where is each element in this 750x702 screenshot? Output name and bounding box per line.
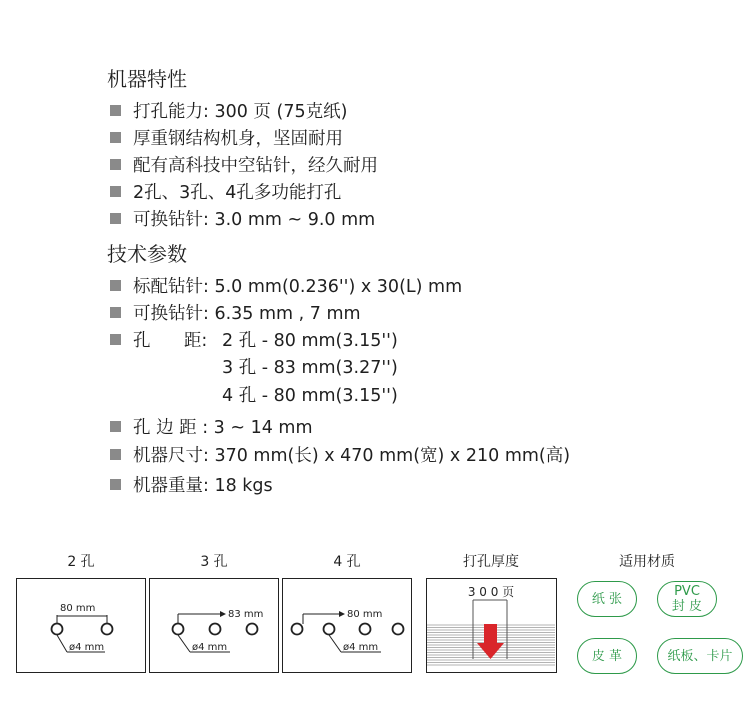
paper-stack-drawing	[427, 579, 555, 671]
thickness-pages: 3 0 0 页	[467, 585, 515, 599]
feature-item: 可换钻针: 3.0 mm ~ 9.0 mm	[110, 209, 375, 231]
bullet-square-icon	[110, 186, 121, 197]
three-hole-drawing	[150, 579, 277, 671]
feature-item: 2孔、3孔、4孔多功能打孔	[110, 182, 341, 204]
bullet-square-icon	[110, 479, 121, 490]
hole-circle-icon	[102, 624, 113, 635]
thickness-diagram	[426, 578, 557, 673]
hole-circle-icon	[324, 624, 335, 635]
bullet-square-icon	[110, 449, 121, 460]
hole-circle-icon	[292, 624, 303, 635]
feature-item: 配有高科技中空钻针，经久耐用	[110, 155, 378, 177]
bullet-square-icon	[110, 334, 121, 345]
bullet-square-icon	[110, 280, 121, 291]
feature-item: 打孔能力: 300 页 (75克纸)	[110, 101, 347, 123]
hole-circle-icon	[210, 624, 221, 635]
bullet-square-icon	[110, 213, 121, 224]
hole-spacing-line: 2 孔 - 80 mm(3.15'')	[222, 331, 398, 351]
material-paper-badge: 纸 张	[577, 581, 637, 617]
hole-circle-icon	[247, 624, 258, 635]
hole-circle-icon	[173, 624, 184, 635]
spec-hole-spacing: 孔 距:	[110, 330, 207, 352]
spec-weight: 机器重量: 18 kgs	[110, 475, 273, 497]
spec-alt-drill: 可换钻针: 6.35 mm , 7 mm	[110, 303, 361, 325]
four-hole-diagram	[282, 578, 412, 673]
four-hole-diameter: ø4 mm	[343, 642, 379, 653]
bullet-square-icon	[110, 132, 121, 143]
materials-label: 适用材质	[619, 554, 675, 570]
spec-dimensions: 机器尺寸: 370 mm(长) x 470 mm(宽) x 210 mm(高)	[110, 445, 570, 467]
spec-std-drill: 标配钻针: 5.0 mm(0.236'') x 30(L) mm	[110, 276, 462, 298]
two-hole-drawing	[17, 579, 144, 671]
material-pvc-badge: PVC 封 皮	[657, 581, 717, 617]
hole-circle-icon	[52, 624, 63, 635]
hole-circle-icon	[393, 624, 404, 635]
bullet-square-icon	[110, 105, 121, 116]
specs-title: 技术参数	[107, 242, 187, 266]
two-hole-diagram	[16, 578, 146, 673]
two-hole-label: 2 孔	[67, 554, 95, 570]
down-arrow-icon	[477, 624, 504, 659]
three-hole-diameter: ø4 mm	[192, 642, 228, 653]
hole-circle-icon	[360, 624, 371, 635]
hole-spacing-line: 3 孔 - 83 mm(3.27'')	[222, 358, 398, 378]
three-hole-diagram	[149, 578, 279, 673]
four-hole-spacing: 80 mm	[347, 609, 383, 620]
bullet-square-icon	[110, 307, 121, 318]
four-hole-label: 4 孔	[333, 554, 361, 570]
three-hole-label: 3 孔	[200, 554, 228, 570]
three-hole-spacing: 83 mm	[228, 609, 264, 620]
bullet-square-icon	[110, 159, 121, 170]
two-hole-diameter: ø4 mm	[69, 642, 105, 653]
hole-spacing-line: 4 孔 - 80 mm(3.15'')	[222, 386, 398, 406]
feature-item: 厚重钢结构机身，坚固耐用	[110, 128, 343, 150]
thickness-label: 打孔厚度	[463, 554, 519, 570]
bullet-square-icon	[110, 421, 121, 432]
material-leather-badge: 皮 革	[577, 638, 637, 674]
features-title: 机器特性	[107, 67, 187, 91]
spec-edge-distance: 孔 边 距 : 3 ~ 14 mm	[110, 417, 313, 439]
four-hole-drawing	[283, 579, 410, 671]
material-cardboard-badge: 纸板、卡片	[657, 638, 743, 674]
two-hole-spacing: 80 mm	[60, 603, 96, 614]
